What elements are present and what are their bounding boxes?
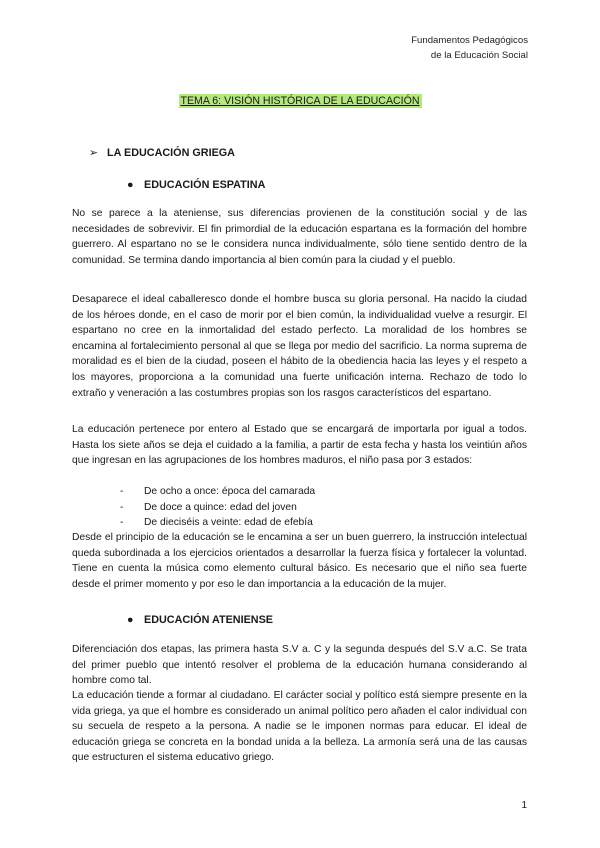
page-number: 1 — [521, 800, 527, 811]
dash-bullet-icon: - — [120, 486, 124, 497]
header-line-subject: Fundamentos Pedagógicos — [411, 35, 528, 46]
arrow-bullet-icon: ➢ — [89, 147, 99, 159]
header-line-course: de la Educación Social — [430, 50, 528, 61]
list-item: - De ocho a once: época del camarada — [120, 484, 315, 500]
page-title — [0, 91, 600, 109]
subheading-ateniense-text: EDUCACIÓN ATENIENSE — [144, 614, 273, 626]
paragraph-2: Desaparece el ideal caballeresco donde el hombre busca su gloria personal. Ha nacido la ciudad de los héroes donde, en el caso de morir por el bien común, la individualidad vuelve a resurgir. El espartano no cree en la inmortalidad del estado perfecto. La moralidad de los hombres se encamina al fortalecimiento personal al que se llega por medio del sacrificio. La norma suprema de moralidad es el bien de la ciudad, poseen el hábito de la obediencia hacia las leyes y el respeto a los mayores, proporciona a la comunidad una fuerte unificación interna. Rechazo de todo lo extraño y veneración a las costumbres propias son los rasgos característicos del espartano. — [72, 294, 527, 399]
dot-bullet-icon: ● — [127, 614, 134, 626]
dot-bullet-icon: ● — [127, 179, 134, 191]
paragraph-6: La educación tiende a formar al ciudadano. El carácter social y político está siempre presente en la vida griega, ya que el hombre es considerado un animal político pero añaden el calor individual con su secuela de respeto a la persona. A nadie se le imponen normas para educar. El ideal de educación griega se concreta en la bondad unida a la belleza. La armonía será una de las causas que estructuren el sistema educativo griego. — [72, 690, 527, 764]
page-title-text: TEMA 6: VISIÓN HISTÓRICA DE LA EDUCACIÓN — [180, 95, 420, 107]
section-heading-text: LA EDUCACIÓN GRIEGA — [107, 147, 235, 159]
section-heading — [89, 146, 235, 159]
paragraph-3: La educación pertenece por entero al Estado que se encargará de importarla por igual a todos. Hasta los siete años se deja el cuidado a la familia, a partir de esta fecha y hasta los veintiún años que ingresan en las agrupaciones de los hombres maduros, el niño pasa por 3 estados: — [72, 424, 527, 467]
list-item: - De dieciséis a veinte: edad de efebía — [120, 515, 315, 531]
paragraph-4: Desde el principio de la educación se le encamina a ser un buen guerrero, la instrucción intelectual queda subordinada a los ejercicios orientados a desarrollar la fuerza física y fortalecer la voluntad. Tiene en cuenta la música como elemento cultural básico. Es necesario que el niño sea fuerte desde el primer momento y por eso le dan importancia a la educación de la mujer. — [72, 532, 527, 590]
subheading-espartana-text: EDUCACIÓN ESPATINA — [144, 179, 266, 191]
stages-list — [120, 484, 315, 531]
list-item: - De doce a quince: edad del joven — [120, 500, 315, 516]
dash-bullet-icon: - — [120, 501, 124, 513]
paragraph-1: No se parece a la ateniense, sus diferencias provienen de la constitución social y de las necesidades de sobrevivir. El fin primordial de la educación espartana es la formación del hombre guerrero. Al espartano no se le considera nunca individualmente, sólo tiene sentido dentro de la comunidad. Se termina dando importancia al bien común para la ciudad y el pueblo. — [72, 208, 527, 266]
paragraph-5: Diferenciación dos etapas, las primera hasta S.V a. C y la segunda después del S.V a.C. Se trata del primer pueblo que intentó resolver el problema de la educación humana considerando al hombre como tal. — [72, 644, 527, 687]
subheading-ateniense — [127, 614, 273, 626]
dash-bullet-icon: - — [120, 517, 124, 529]
document-header — [411, 33, 528, 63]
subheading-espartana — [127, 179, 265, 191]
